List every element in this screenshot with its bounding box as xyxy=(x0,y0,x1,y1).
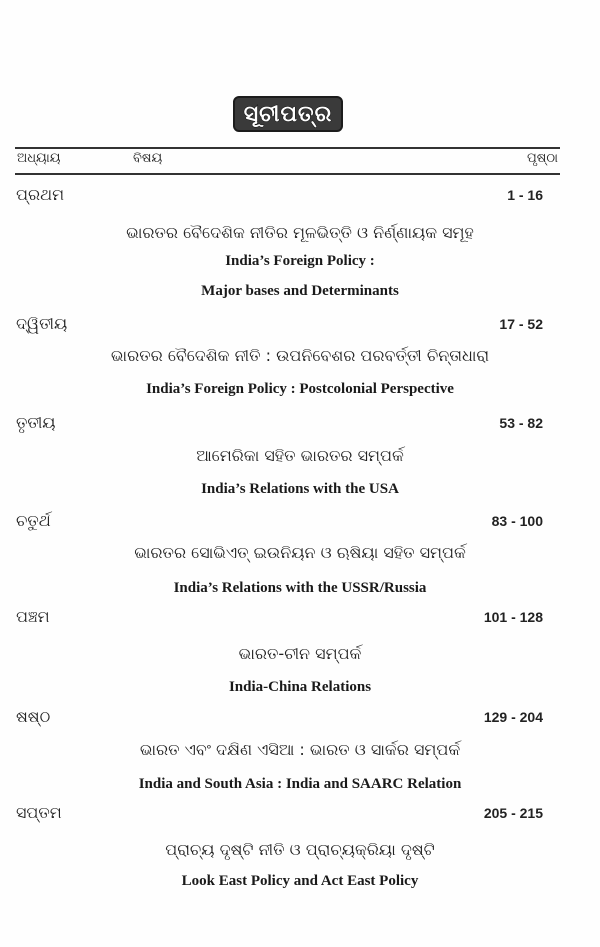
header-bottom-rule xyxy=(15,173,560,175)
header-top-rule xyxy=(15,147,560,149)
chapter-english-title: India’s Foreign Policy : xyxy=(225,253,375,269)
header-page: ପୃଷ୍ଠା xyxy=(527,151,558,166)
chapter-pages: 205 - 215 xyxy=(483,805,543,821)
chapter-name: ସପ୍ତମ xyxy=(16,803,62,822)
chapter-pages: 17 - 52 xyxy=(499,316,543,332)
contents-title: ସୂଚୀପତ୍ର xyxy=(243,101,333,127)
chapter-english-title: India’s Relations with the USA xyxy=(201,481,399,497)
chapter-english-title: India’s Foreign Policy : Postcolonial Perspective xyxy=(146,381,454,397)
chapter-odia-title: ଭାରତର ବୈଦେଶିକ ନୀତିର ମୂଳଭିତ୍ତି ଓ ନିର୍ଣ୍ଣାୟକ ସମୂହ xyxy=(126,223,474,242)
header-subject: ବିଷୟ xyxy=(133,151,163,166)
contents-title-box xyxy=(233,96,343,132)
chapter-odia-title: ଭାରତ ଏବଂ ଦକ୍ଷିଣ ଏସିଆ : ଭାରତ ଓ ସାର୍କର ସମ୍ପର୍କ xyxy=(139,740,461,759)
chapter-name: ଦ୍ୱିତୀୟ xyxy=(16,314,68,333)
chapter-pages: 83 - 100 xyxy=(491,513,543,529)
chapter-name: ପଞ୍ଚମ xyxy=(16,607,50,626)
chapter-english-title: Look East Policy and Act East Policy xyxy=(181,873,419,889)
chapter-odia-title: ଭାରତର ସୋଭିଏତ୍ ଇଉନିୟନ ଓ ଋଷିୟା ସହିତ ସମ୍ପର୍କ xyxy=(134,543,466,562)
header-chapter: ଅଧ୍ୟାୟ xyxy=(17,151,61,166)
chapter-english-subtitle: Major bases and Determinants xyxy=(201,283,399,299)
chapter-odia-title: ଆମେରିକା ସହିତ ଭାରତର ସମ୍ପର୍କ xyxy=(196,446,404,465)
chapter-name: ତୃତୀୟ xyxy=(16,413,56,432)
chapter-pages: 1 - 16 xyxy=(507,187,543,203)
chapter-pages: 101 - 128 xyxy=(483,609,543,625)
chapter-odia-title: ଭାରତ-ଚୀନ ସମ୍ପର୍କ xyxy=(238,644,362,663)
chapter-english-title: India and South Asia : India and SAARC Relation xyxy=(138,776,462,792)
chapter-name: ଷଷ୍ଠ xyxy=(16,707,51,726)
chapter-name: ପ୍ରଥମ xyxy=(16,185,65,204)
chapter-pages: 129 - 204 xyxy=(483,709,543,725)
chapter-odia-title: ପ୍ରାଚ୍ୟ ଦୃଷ୍ଟି ନୀତି ଓ ପ୍ରାଚ୍ୟକ୍ରିୟା ଦୃଷ୍ଟି xyxy=(165,840,435,859)
chapter-pages: 53 - 82 xyxy=(499,415,543,431)
chapter-english-title: India’s Relations with the USSR/Russia xyxy=(173,580,427,596)
chapter-english-title: India-China Relations xyxy=(228,679,372,695)
chapter-odia-title: ଭାରତର ବୈଦେଶିକ ନୀତି : ଉପନିବେଶର ପରବର୍ତ୍ତୀ ଚିନ୍ତାଧାରା xyxy=(110,346,490,365)
chapter-name: ଚତୁର୍ଥ xyxy=(16,511,51,530)
